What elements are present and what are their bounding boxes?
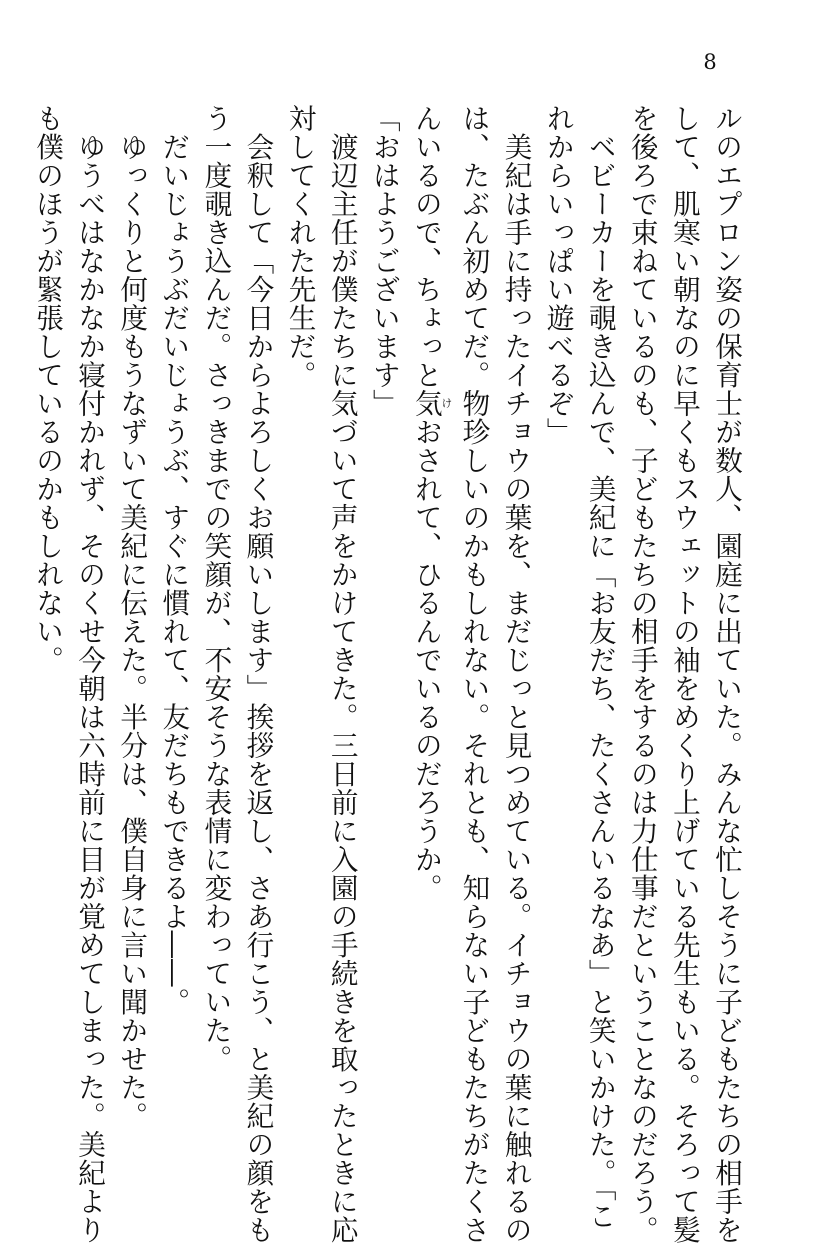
text-line: だいじょうぶだいじょうぶ、すぐに慣れて、友だちもできるよ――。: [157, 104, 191, 1016]
text-line: ゆっくりと何度もうなずいて美紀に伝えた。半分は、僕自身に言い聞かせた。: [115, 104, 149, 1130]
text-segment: んいるので、ちょっと: [409, 104, 443, 389]
text-line: して、肌寒い朝なのに早くもスウェットの袖をめくり上げている先生もいる。そろって髪: [667, 104, 701, 1244]
text-line: は、たぶん初めてだ。物珍しいのかもしれない。それとも、知らない子どもたちがたくさ: [457, 104, 491, 1244]
text-line-with-ruby: [405, 104, 453, 1114]
body-text: [26, 104, 747, 1244]
text-line: れからいっぱい遊べるぞ」: [541, 104, 575, 446]
text-line: も僕のほうが緊張しているのかもしれない。: [31, 104, 64, 674]
ruby-base: 気: [409, 389, 443, 418]
text-line: ルのエプロン姿の保育士が数人、園庭に出ていた。みんな忙しそうに子どもたちの相手を: [710, 104, 743, 1244]
text-segment: おされて、ひるんでいるのだろうか。: [409, 417, 443, 902]
text-line: を後ろで束ねているのも、子どもたちの相手をするのは力仕事だということなのだろう。: [625, 104, 659, 1244]
text-line: 「おはようございます」: [367, 104, 401, 418]
text-line: う一度覗き込んだ。さっきまでの笑顔が、不安そうな表情に変わっていた。: [199, 104, 233, 1073]
page-number: 8: [703, 50, 717, 74]
ruby-annotation: [409, 389, 453, 418]
text-line: 対してくれた先生だ。: [283, 104, 317, 389]
text-line: 美紀は手に持ったイチョウの葉を、まだじっと見つめている。イチョウの葉に触れるの: [499, 104, 533, 1244]
text-line: ベビーカーを覗き込んで、美紀に「お友だち、たくさんいるなあ」と笑いかけた。「こ: [583, 104, 617, 1231]
text-line: ゆうべはなかなか寝付かれず、そのくせ今朝は六時前に目が覚めてしまった。美紀より: [73, 104, 107, 1244]
ruby-reading: け: [439, 389, 453, 418]
text-line: 渡辺主任が僕たちに気づいて声をかけてきた。三日前に入園の手続きを取ったときに応: [325, 104, 359, 1244]
text-line: 会釈して「今日からよろしくお願いします」挨拶を返し、さあ行こう、と美紀の顔をも: [241, 104, 275, 1244]
